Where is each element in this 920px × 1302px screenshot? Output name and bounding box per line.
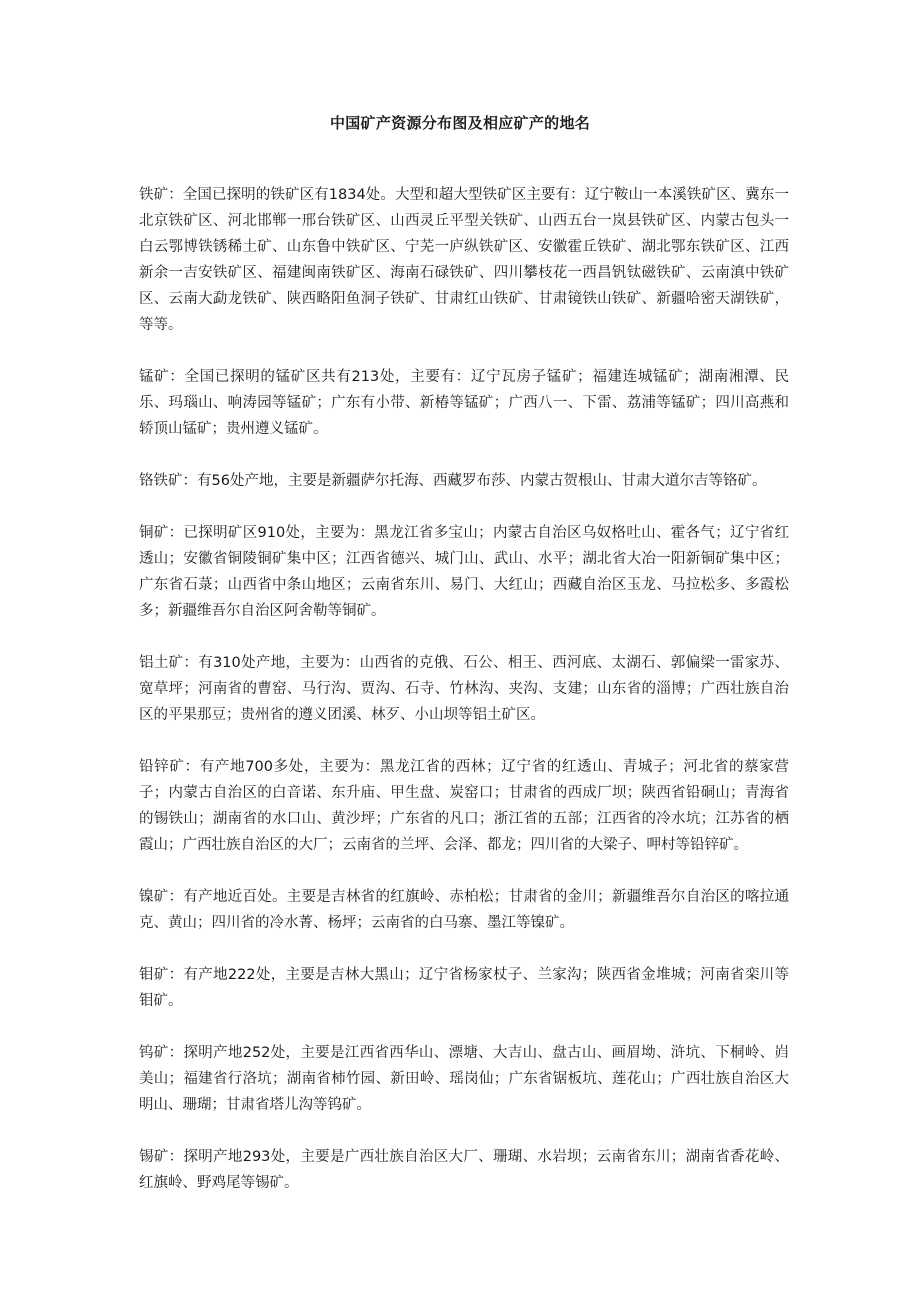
paragraph-copper-ore: 铜矿：已探明矿区910处，主要为：黑龙江省多宝山；内蒙古自治区乌奴格吐山、霍各气；辽宁省红透山；安徽省铜陵铜矿集中区；江西省德兴、城门山、武山、水平；湖北省大冶一阳新铜矿集中区；广东省石菉；山西省中条山地区；云南省东川、易门、大红山；西藏自治区玉龙、马拉松多、多霞松多；新疆维吾尔自治区阿舍勒等铜矿。 — [139, 525, 789, 619]
document-body — [139, 182, 789, 1222]
paragraph-bauxite: 铝土矿：有310处产地，主要为：山西省的克俄、石公、相王、西河底、太湖石、郭偏梁一雷家苏、宽草坪；河南省的曹窑、马行沟、贾沟、石寺、竹林沟、夹沟、支建；山东省的淄博；广西壮族自治区的平果那豆；贵州省的遵义团溪、林歹、小山坝等铝土矿区。 — [139, 655, 789, 723]
paragraph-iron-ore: 铁矿：全国已探明的铁矿区有1834处。大型和超大型铁矿区主要有：辽宁鞍山一本溪铁矿区、冀东一北京铁矿区、河北邯郸一邢台铁矿区、山西灵丘平型关铁矿、山西五台一岚县铁矿区、内蒙古包头一白云鄂博铁锈稀土矿、山东鲁中铁矿区、宁芜一庐纵铁矿区、安徽霍丘铁矿、湖北鄂东铁矿区、江西新余一吉安铁矿区、福建闽南铁矿区、海南石碌铁矿、四川攀枝花一西昌钒钛磁铁矿、云南滇中铁矿区、云南大勐龙铁矿、陕西略阳鱼洞子铁矿、甘肃红山铁矿、甘肃镜铁山铁矿、新疆哈密天湖铁矿，等等。 — [139, 187, 789, 333]
paragraph-tin-ore: 锡矿：探明产地293处，主要是广西壮族自治区大厂、珊瑚、水岩坝；云南省东川；湖南省香花岭、红旗岭、野鸡尾等锡矿。 — [139, 1149, 789, 1191]
paragraph-manganese-ore: 锰矿：全国已探明的锰矿区共有213处，主要有：辽宁瓦房子锰矿；福建连城锰矿；湖南湘潭、民乐、玛瑙山、响涛园等锰矿；广东有小带、新椿等锰矿；广西八一、下雷、荔浦等锰矿；四川高燕和轿顶山锰矿；贵州遵义锰矿。 — [139, 369, 789, 437]
paragraph-nickel-ore: 镍矿：有产地近百处。主要是吉林省的红旗岭、赤柏松；甘肃省的金川；新疆维吾尔自治区的喀拉通克、黄山；四川省的冷水菁、杨坪；云南省的白马寨、墨江等镍矿。 — [139, 889, 789, 931]
paragraph-chromite: 铬铁矿：有56处产地，主要是新疆萨尔托海、西藏罗布莎、内蒙古贺根山、甘肃大道尔吉等铬矿。 — [139, 473, 767, 489]
document-title: 中国矿产资源分布图及相应矿产的地名 — [329, 114, 591, 132]
paragraph-molybdenum-ore: 钼矿：有产地222处，主要是吉林大黑山；辽宁省杨家杖子、兰家沟；陕西省金堆城；河南省栾川等钼矿。 — [139, 967, 789, 1009]
paragraph-tungsten-ore: 钨矿：探明产地252处，主要是江西省西华山、漂塘、大吉山、盘古山、画眉坳、浒坑、下桐岭、岿美山；福建省行洛坑；湖南省柿竹园、新田岭、瑶岗仙；广东省锯板坑、莲花山；广西壮族自治区大明山、珊瑚；甘肃省塔儿沟等钨矿。 — [139, 1045, 789, 1113]
paragraph-lead-zinc-ore: 铅锌矿：有产地700多处，主要为：黑龙江省的西林；辽宁省的红透山、青城子；河北省的蔡家营子；内蒙古自治区的白音诺、东升庙、甲生盘、炭窑口；甘肃省的西成厂坝；陕西省铅硐山；青海省的锡铁山；湖南省的水口山、黄沙坪；广东省的凡口；浙江省的五部；江西省的冷水坑；江苏省的栖霞山；广西壮族自治区的大厂；云南省的兰坪、会泽、都龙；四川省的大梁子、呷村等铅锌矿。 — [139, 759, 789, 853]
